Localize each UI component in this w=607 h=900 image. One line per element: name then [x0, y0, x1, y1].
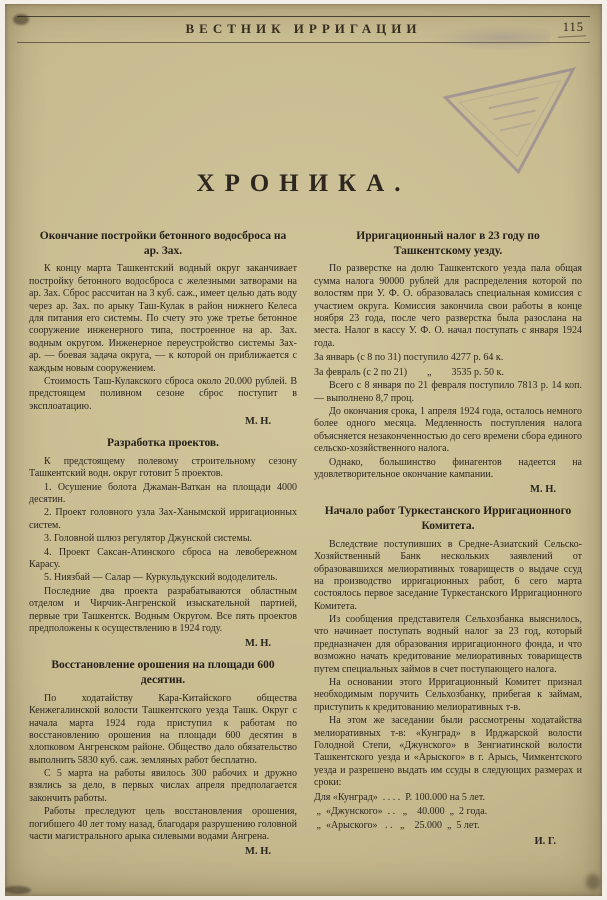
- left-column: [29, 220, 297, 891]
- paragraph: Из сообщения представителя Сельхозбанка выяснилось, что начинает поступать водный налог за 23 год, который предназначен для образования ирригационного фонда, и что возможно начать кредитование мелиоративных товариществ путем специальных займов в счет поступающего налога.: [314, 614, 582, 675]
- scan-artifact: [5, 886, 31, 894]
- page-number-underline: [558, 35, 586, 37]
- list-item: 4. Проект Саксан-Атинского сброса на левобережном Карасу.: [29, 546, 297, 570]
- journal-title: ВЕСТНИК ИРРИГАЦИИ: [185, 21, 422, 36]
- loan-terms-line: „ «Арыского» . . „ 25.000 „ 5 лет.: [314, 819, 480, 831]
- paragraph: Работы преследуют цель восстановления орошения, погибшего 40 лет тому назад, благодаря разрушению головной части магистрального арыка силевыми водами Ангрена.: [29, 806, 297, 843]
- list-item: 5. Ниязбай — Салар — Куркульдукский вододелитель.: [44, 572, 278, 584]
- signature: М. Н.: [245, 846, 271, 858]
- article-heading: Окончание постройки бетонного водосброса на ар. Зах.: [39, 230, 287, 257]
- scan-artifact: [586, 874, 600, 890]
- paper-page: [5, 4, 602, 896]
- right-column: [314, 220, 582, 891]
- signature: И. Г.: [534, 835, 556, 847]
- paragraph: До окончания срока, 1 апреля 1924 года, осталось немного более одного месяца. Медленность поступления налога объясняется незаконченностью до сего времени сбора единого сельско-хозяйственного налога.: [314, 405, 582, 455]
- paragraph: К предстоящему полевому строительному сезону Ташкентский водн. округ готовит 5 проектов.: [29, 455, 297, 480]
- list-item: 2. Проект головного узла Зах-Ханымской ирригационных систем.: [29, 507, 297, 531]
- section-title: ХРОНИКА.: [196, 170, 411, 197]
- article-irrigation-tax: [314, 229, 582, 495]
- tax-figures-line: За февраль (с 2 по 21) „ 3535 р. 50 к.: [314, 366, 504, 378]
- article-heading: Начало работ Туркестанского Ирригационного Комитета.: [324, 505, 572, 533]
- paragraph: Однако, большинство финагентов надеется на удовлетворительное окончание кампании.: [314, 456, 582, 480]
- loan-terms-line: „ «Джунского» . . „ 40.000 „ 2 года.: [314, 805, 488, 817]
- article-projects: [29, 436, 297, 649]
- paragraph: По разверстке на долю Ташкентского уезда пала общая сумма налога 90000 рублей для распределения которой по волостям при У. Ф. О. образовалась специальная комиссия с участием округа. Комиссия закончила свои работы в конце ноября 23 года, после чего разверстка была разослана на места. Налог в кассу У. Ф. О. начал поступать с января 1924 года.: [314, 263, 582, 349]
- paragraph: На основании этого Ирригационный Комитет признал необходимым поручить Сельхозбанку, прибегая к займам, приступить к кредитованию мелиоративных т-в.: [314, 677, 582, 713]
- signature: М. Н.: [245, 638, 271, 650]
- paragraph: Последние два проекта разрабатываются областным отделом и Чирчик-Ангренской изыскательной партией, первые три Ташкентск. Водным Округом. Все пять проектов предположены к осуществлению в 1924 году.: [29, 585, 297, 634]
- signature: М. Н.: [530, 484, 556, 496]
- article-irrigation-restoration: [29, 658, 297, 857]
- paragraph: На этом же заседании были рассмотрены ходатайства мелиоративных т-в: «Кунград» в Ирджарской волости Голодной Степи, «Джунского» в Зенгиатинской волости Ташкентского уезда и «Арыского» в г. Арысь, Чимкентского уезда и разрешено выдать им ссуды в следующих размерах и сроки:: [314, 715, 582, 789]
- paragraph: К концу марта Ташкентский водный округ заканчивает постройку бетонного водосброса с железными затворами на ар. Зах. Сброс рассчитан на 3 куб. саж., имеет целью дать воду через ар. Зах. по арыку Таш-Кулак в район нижнего Келеса для питания его системы. По счету это уже третье бетонное сооружение инженерного типа, построенное на ар. Зах. водным округом. Инженерное переустройство системы Зах-ар. — боевая задача округа, — к которой он приближается с каждым новым сооружением.: [29, 263, 297, 374]
- page-header: [17, 16, 590, 43]
- page-number: 115: [562, 20, 584, 34]
- paragraph: Всего с 8 января по 21 февраля поступило 7813 р. 14 коп. — выполнено 8,7 проц.: [314, 380, 582, 404]
- tax-figures-line: За январь (с 8 по 31) поступило 4277 р. 64 к.: [314, 352, 504, 364]
- loan-terms-line: Для «Кунград» . . . . Р. 100.000 на 5 лет.: [314, 791, 485, 803]
- paragraph: Вследствие поступивших в Средне-Азиатский Сельско-Хозяйственный Банк нескольких заявлений от образовавшихся мелиоративных товариществ о выдаче ссуд на производство ирригационных работ, 6 сего марта состоялось первое заседание Туркестанского Ирригационного Комитета.: [314, 538, 582, 612]
- article-heading: Восстановление орошения на площади 600 десятин.: [51, 659, 275, 687]
- header-row: [17, 17, 590, 42]
- ink-smudge-artifact: [430, 25, 550, 51]
- paragraph: По ходатайству Кара-Китайского общества Кенжегалинской волости Ташкентского уезда Ташк. Округ с начала марта 1924 года приступил к работам по восстановлению орошения на площади 600 десятин в хлопковом Ангренском районе. Общество дало обязательство выполнить 5830 куб. саж. земляных работ бесплатно.: [29, 692, 297, 766]
- article-concrete-spillway: [29, 229, 297, 427]
- paragraph: Стоимость Таш-Кулакского сброса около 20.000 рублей. В предстоящем поливном сезоне сброс поступит в эксплоатацию.: [29, 375, 297, 412]
- article-irrigation-committee: [314, 504, 582, 846]
- paragraph: С 5 марта на работы явилось 300 рабочих и дружно взялись за дело, в первых числах апреля предполагается закончить работы.: [29, 768, 297, 804]
- list-item: 1. Осушение болота Джаман-Ваткан на площади 4000 десятин.: [29, 481, 297, 506]
- signature: М. Н.: [245, 416, 271, 428]
- article-heading: Ирригационный налог в 23 году по Ташкентскому уезду.: [356, 230, 540, 257]
- triangular-stamp-icon: [434, 59, 590, 185]
- list-item: 3. Головной шлюз регулятор Джунской системы.: [44, 533, 253, 545]
- article-heading: Разработка проектов.: [106, 437, 219, 450]
- two-column-layout: [29, 220, 582, 891]
